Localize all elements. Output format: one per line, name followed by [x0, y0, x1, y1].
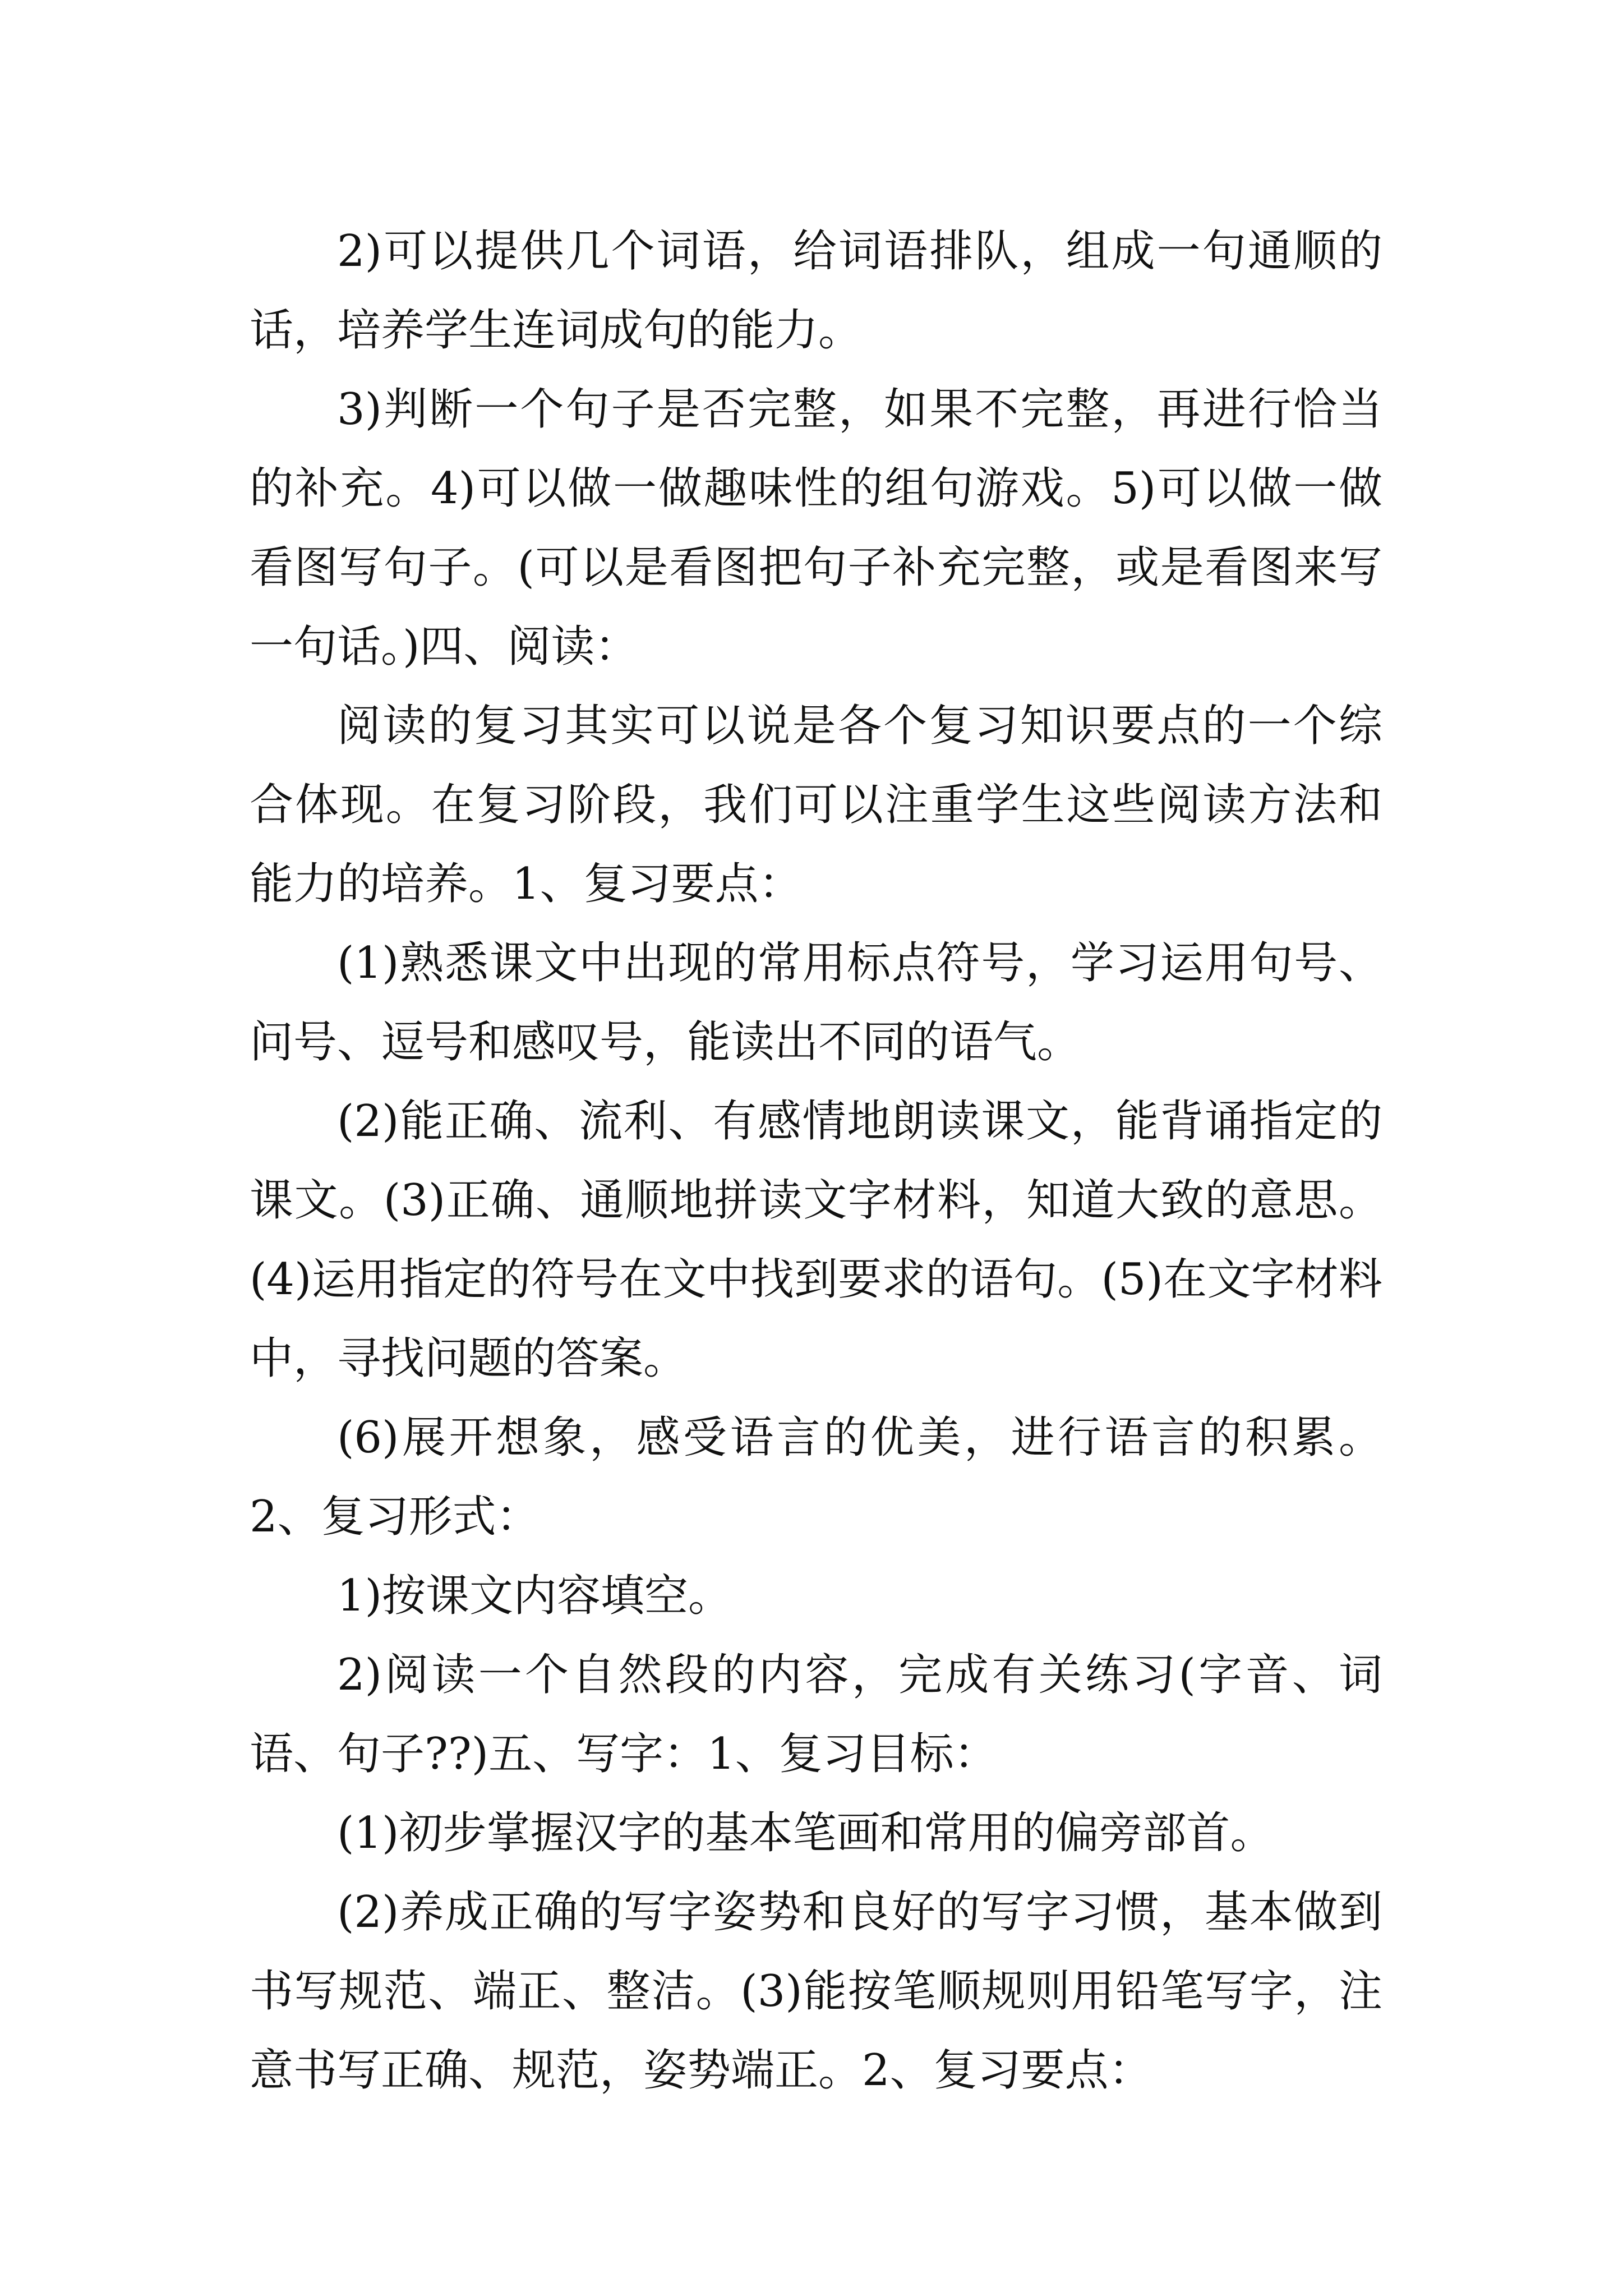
paragraph-6: (6)展开想象，感受语言的优美，进行语言的积累。2、复习形式： — [250, 1412, 1382, 1542]
paragraph-9: (1)初步掌握汉字的基本笔画和常用的偏旁部首。 — [337, 1808, 1274, 1858]
paragraph-8: 2)阅读一个自然段的内容，完成有关练习(字音、词语、句子??)五、写字：1、复习目标： — [250, 1650, 1382, 1779]
paragraph-3: 阅读的复习其实可以说是各个复习知识要点的一个综合体现。在复习阶段，我们可以注重学生这些阅读方法和能力的培养。1、复习要点： — [250, 701, 1382, 909]
paragraph-2: 3)判断一个句子是否完整，如果不完整，再进行恰当的补充。4)可以做一做趣味性的组句游戏。5)可以做一做看图写句子。(可以是看图把句子补充完整，或是看图来写一句话。)四、阅读： — [250, 384, 1382, 672]
paragraph-5: (2)能正确、流利、有感情地朗读课文，能背诵指定的课文。(3)正确、通顺地拼读文字材料，知道大致的意思。(4)运用指定的符号在文中找到要求的语句。(5)在文字材料中，寻找问题的答案。 — [250, 1096, 1382, 1384]
paragraph-7: 1)按课文内容填空。 — [337, 1571, 732, 1621]
paragraph-10: (2)养成正确的写字姿势和良好的写字习惯，基本做到书写规范、端正、整洁。(3)能按笔顺规则用铅笔写字，注意书写正确、规范，姿势端正。2、复习要点： — [250, 1887, 1382, 2096]
document-page — [250, 212, 1382, 2110]
paragraph-1: 2)可以提供几个词语，给词语排队，组成一句通顺的话，培养学生连词成句的能力。 — [250, 226, 1382, 356]
paragraph-4: (1)熟悉课文中出现的常用标点符号，学习运用句号、问号、逗号和感叹号，能读出不同的语气。 — [250, 938, 1382, 1068]
